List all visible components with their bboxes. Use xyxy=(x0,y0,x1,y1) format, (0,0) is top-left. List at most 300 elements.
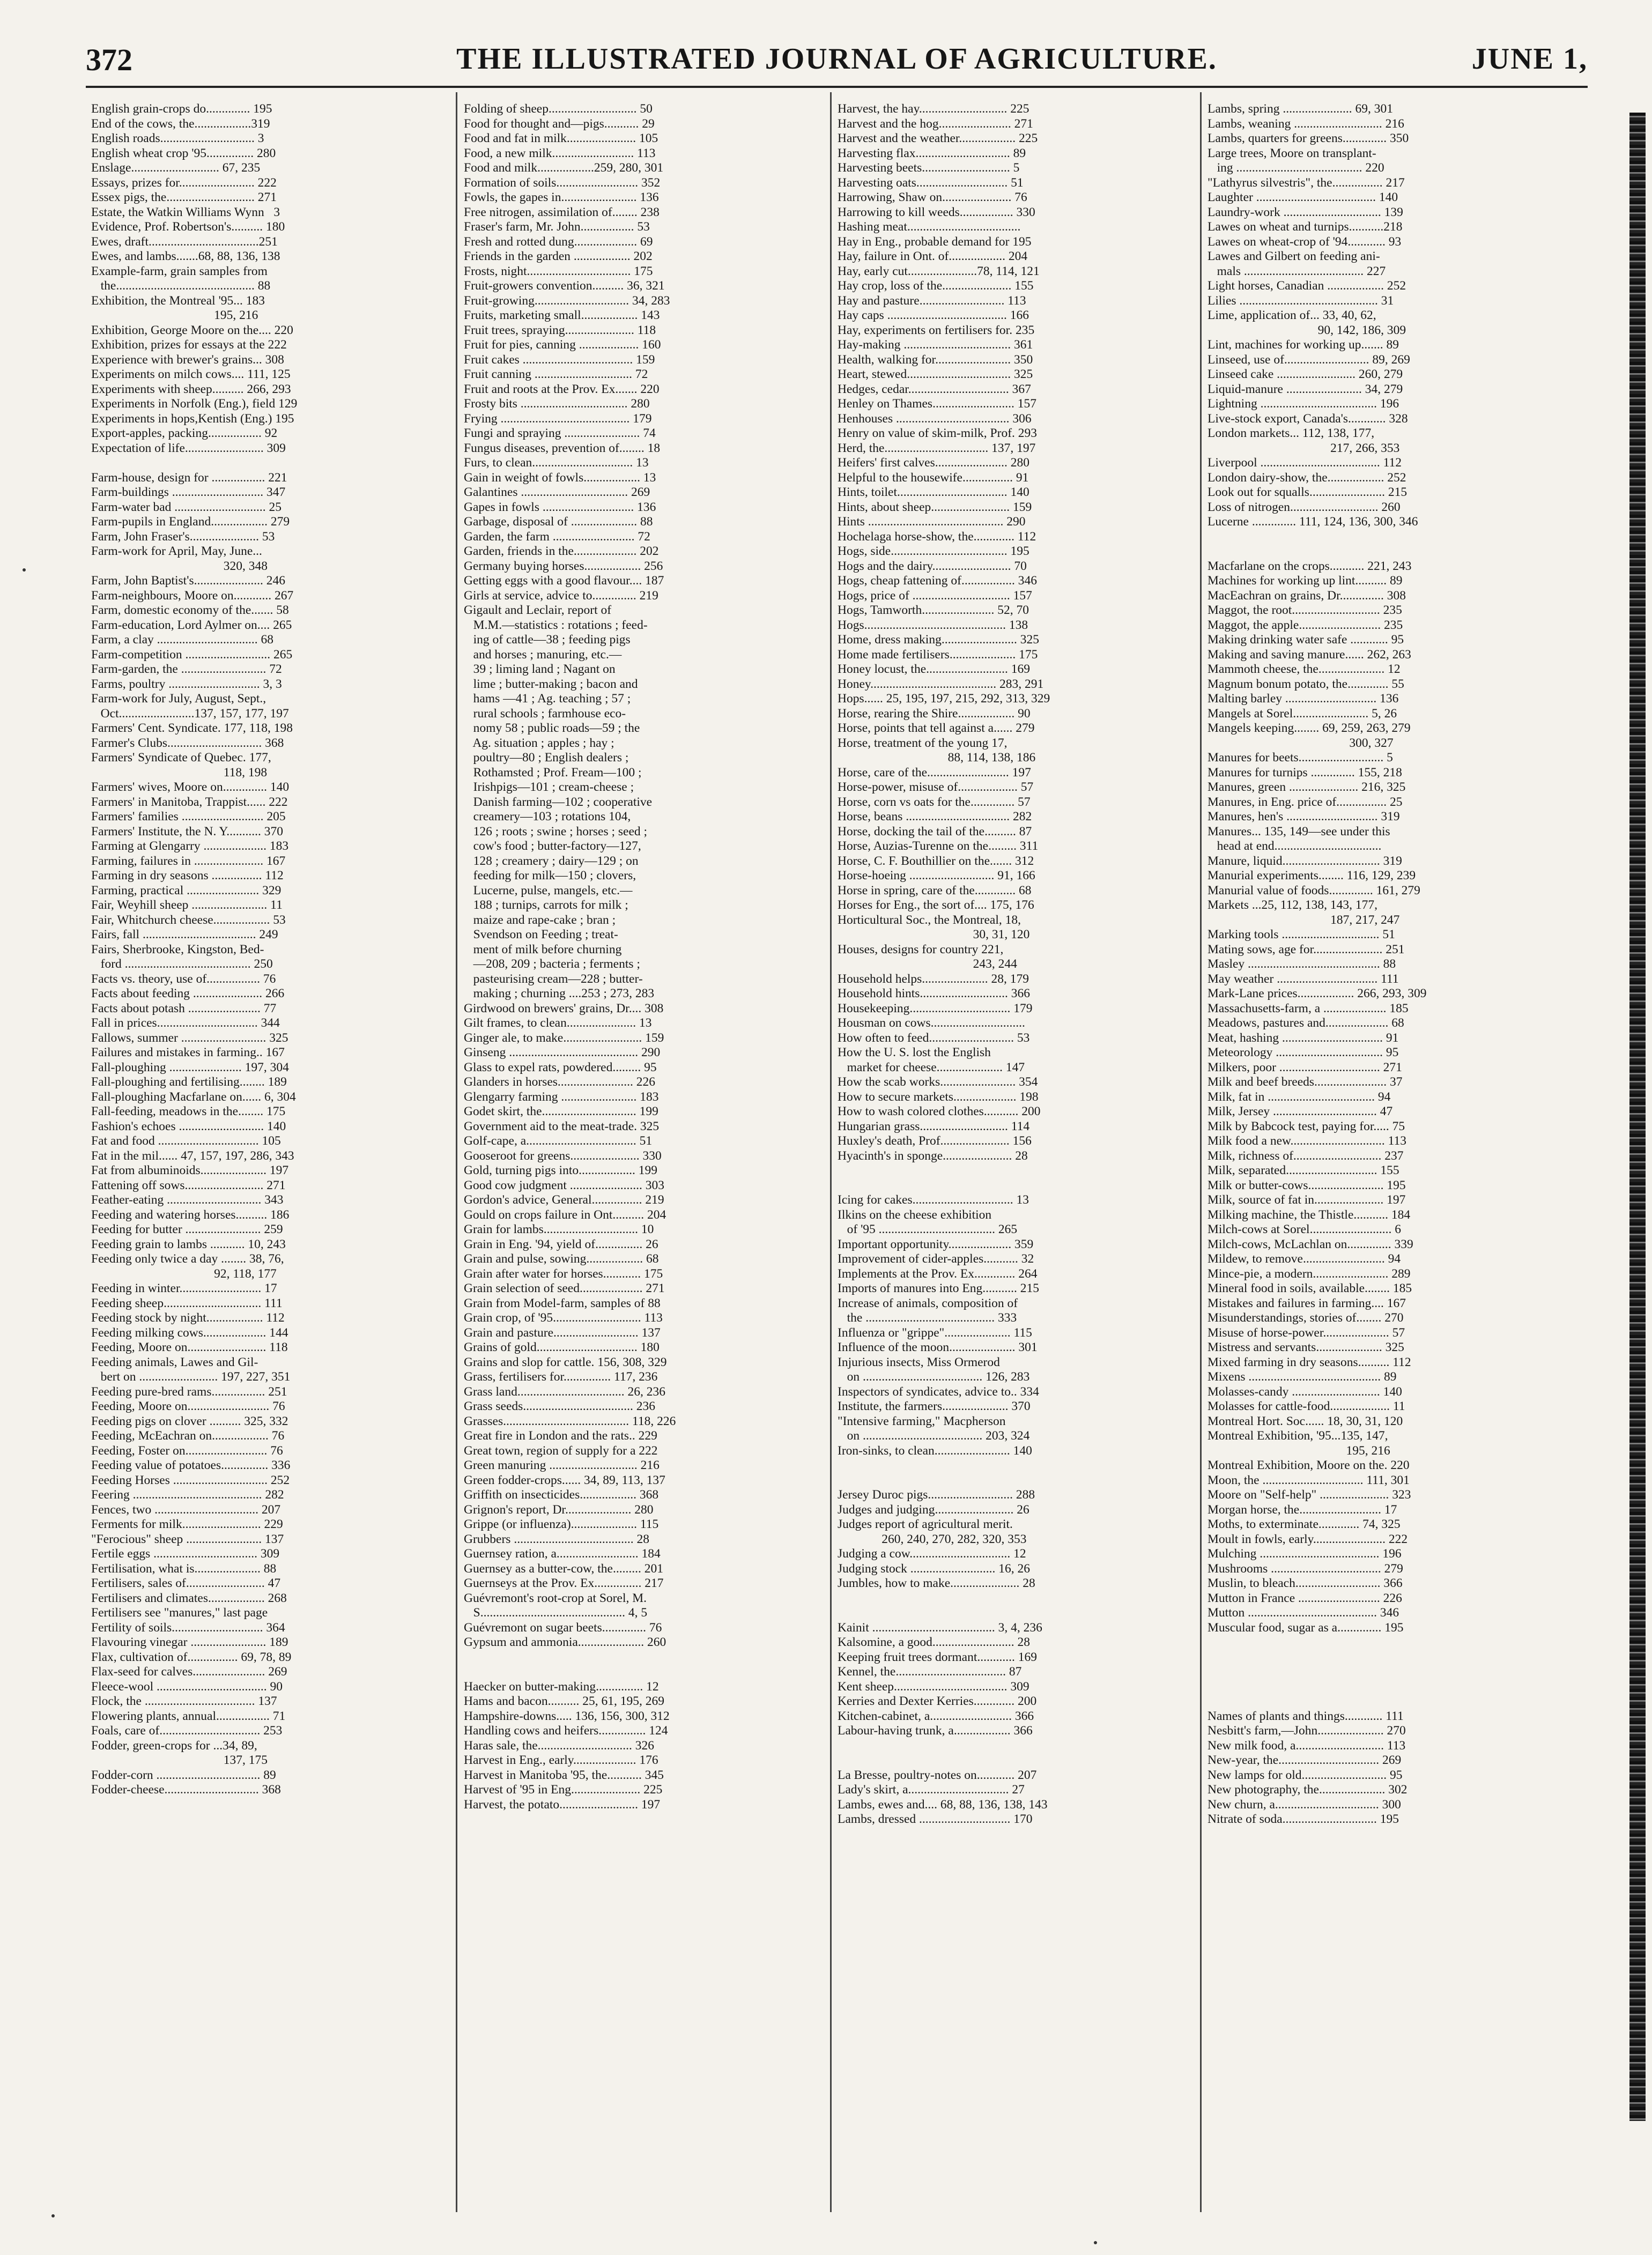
index-entry: Grain selection of seed.................... 271 xyxy=(464,1281,665,1295)
index-entry: Hams and bacon.......... 25, 61, 195, 269 xyxy=(464,1694,664,1708)
index-entry: Farm-competition ........................... 265 xyxy=(91,647,293,662)
index-entry: Farmer's Clubs.............................. 368 xyxy=(91,736,284,750)
index-spacer xyxy=(464,1650,824,1665)
index-entry: Judges report of agricultural merit. xyxy=(838,1517,1013,1531)
index-entry: Housman on cows.............................. xyxy=(838,1016,1025,1030)
issue-date: JUNE 1, xyxy=(1471,42,1588,76)
index-entry: Manurial experiments........ 116, 129, 239 xyxy=(1207,869,1416,882)
index-entry: Judging stock ........................... 16, 26 xyxy=(838,1561,1031,1576)
index-entry: Guévremont on sugar beets.............. 76 xyxy=(464,1620,662,1635)
index-entry: Fall-feeding, meadows in the........ 175 xyxy=(91,1104,286,1118)
index-entry: Heifers' first calves....................... 280 xyxy=(838,456,1029,470)
index-entry: Gain in weight of fowls.................. 13 xyxy=(464,470,656,485)
index-entry: Massachusetts-farm, a .................... 185 xyxy=(1207,1001,1409,1015)
index-entry: Farmers' Cent. Syndicate. 177, 118, 198 xyxy=(91,721,293,735)
index-entry: English wheat crop '95............... 280 xyxy=(91,146,276,160)
index-entry: market for cheese..................... 147 xyxy=(838,1060,1025,1074)
index-entry: Guernsey ration, a.......................... 184 xyxy=(464,1547,661,1561)
index-entry: Lambs, spring ...................... 69, 301 xyxy=(1207,102,1393,116)
index-spacer xyxy=(1207,1680,1567,1695)
index-entry: Mildew, to remove.......................... 94 xyxy=(1207,1252,1401,1266)
index-entry: Experiments with sheep.......... 266, 293 xyxy=(91,382,291,396)
index-entry: Misunderstandings, stories of........ 270 xyxy=(1207,1311,1404,1325)
index-entry: Fairs, Sherbrooke, Kingston, Bed- xyxy=(91,942,264,956)
index-entry: Judges and judging......................... 26 xyxy=(838,1502,1029,1517)
index-entry: Failures and mistakes in farming.. 167 xyxy=(91,1045,285,1059)
index-entry: Huxley's death, Prof...................... 156 xyxy=(838,1134,1032,1148)
index-entry: Hogs, side..................................... 195 xyxy=(838,544,1029,558)
index-entry: hams —41 ; Ag. teaching ; 57 ; xyxy=(464,692,631,706)
index-entry: Irishpigs—101 ; cream-cheese ; xyxy=(464,780,634,794)
index-entry: Jumbles, how to make...................... 28 xyxy=(838,1576,1035,1590)
index-entry: Moon, the ................................ 111, 301 xyxy=(1207,1473,1410,1487)
index-entry: Implements at the Prov. Ex............. 264 xyxy=(838,1266,1038,1281)
scan-edge-artifact xyxy=(1629,113,1646,2121)
index-entry: Ag. situation ; apples ; hay ; xyxy=(464,736,614,750)
index-entry: 260, 240, 270, 282, 320, 353 xyxy=(838,1532,1027,1546)
index-entry: Kennel, the................................... 87 xyxy=(838,1665,1022,1679)
index-spacer xyxy=(464,1665,824,1680)
index-entry: Milk, Jersey ................................. 47 xyxy=(1207,1104,1393,1118)
index-entry: Farm, John Fraser's...................... 53 xyxy=(91,529,275,544)
index-entry: Horses for Eng., the sort of.... 175, 176 xyxy=(838,898,1034,912)
index-entry: —208, 209 ; bacteria ; ferments ; xyxy=(464,957,640,971)
index-entry: Farm, a clay ................................ 68 xyxy=(91,633,274,647)
index-entry: Hogs, Tamworth....................... 52, 70 xyxy=(838,603,1029,617)
index-entry: Icing for cakes................................ 13 xyxy=(838,1193,1029,1207)
index-entry: Lucerne, pulse, mangels, etc.— xyxy=(464,883,633,897)
index-entry: Imports of manures into Eng........... 215 xyxy=(838,1281,1039,1295)
index-entry: Fruits, marketing small.................. 143 xyxy=(464,308,660,322)
index-entry: Facts about potash ....................... 77 xyxy=(91,1001,277,1015)
index-entry: feeding for milk—150 ; clovers, xyxy=(464,869,636,882)
index-entry: Kitchen-cabinet, a.......................... 366 xyxy=(838,1709,1034,1723)
index-entry: Montreal Exhibition, Moore on the. 220 xyxy=(1207,1458,1410,1472)
index-entry: Mineral food in soils, available........ 185 xyxy=(1207,1281,1412,1295)
index-entry: Fertilisation, what is..................... 88 xyxy=(91,1561,277,1576)
index-entry: Ginseng ......................................... 290 xyxy=(464,1045,661,1059)
index-entry: Fruit for pies, canning ................... 160 xyxy=(464,338,661,352)
index-entry: Honey locust, the.......................... 169 xyxy=(838,662,1030,676)
index-entry: making ; churning ....253 ; 273, 283 xyxy=(464,986,655,1000)
index-entry: Institute, the farmers..................... 370 xyxy=(838,1399,1031,1413)
index-entry: Influenza or "grippe"..................... 115 xyxy=(838,1325,1032,1340)
index-entry: Handling cows and heifers............... 124 xyxy=(464,1724,668,1738)
index-entry: Fertilisers, sales of......................... 47 xyxy=(91,1576,281,1590)
index-entry: Fertility of soils............................. 364 xyxy=(91,1620,285,1635)
index-entry: Danish farming—102 ; cooperative xyxy=(464,795,653,809)
index-entry: 217, 266, 353 xyxy=(1207,441,1400,455)
index-entry: Mutton ......................................... 346 xyxy=(1207,1606,1399,1620)
index-entry: maize and rape-cake ; bran ; xyxy=(464,913,616,927)
column-divider-3 xyxy=(1200,92,1202,2212)
index-spacer xyxy=(1207,1650,1567,1665)
index-entry: Grain crop, of '95............................ 113 xyxy=(464,1311,663,1325)
index-entry: Lambs, ewes and.... 68, 88, 136, 138, 143 xyxy=(838,1797,1048,1812)
index-entry: Moore on "Self-help" ...................... 323 xyxy=(1207,1488,1411,1502)
index-entry: Iron-sinks, to clean........................ 140 xyxy=(838,1443,1032,1458)
index-entry: Milk food a new.............................. 113 xyxy=(1207,1134,1406,1148)
index-entry: 195, 216 xyxy=(91,308,258,322)
index-entry: Marking tools ............................... 51 xyxy=(1207,928,1395,941)
index-entry: Grain after water for horses............ 175 xyxy=(464,1266,663,1281)
index-entry: Fungi and spraying ........................ 74 xyxy=(464,426,656,440)
index-entry: lime ; butter-making ; bacon and xyxy=(464,677,638,691)
index-entry: Oct........................137, 157, 177, 197 xyxy=(91,706,289,721)
index-entry: Grains of gold................................ 180 xyxy=(464,1340,660,1354)
index-entry: Mutton in France .......................... 226 xyxy=(1207,1591,1402,1605)
index-entry: Grass seeds................................... 236 xyxy=(464,1399,656,1413)
index-entry: Laughter ...................................... 140 xyxy=(1207,190,1398,204)
index-entry: Flock, the ................................... 137 xyxy=(91,1694,277,1708)
index-entry: pasteurising cream—228 ; butter- xyxy=(464,971,643,986)
index-entry: 39 ; liming land ; Nagant on xyxy=(464,662,616,676)
index-entry: 88, 114, 138, 186 xyxy=(838,751,1036,765)
index-entry: Manures, in Eng. price of................ 25 xyxy=(1207,795,1403,809)
index-entry: Hogs............................................. 138 xyxy=(838,618,1028,632)
index-entry: Gordon's advice, General................ 219 xyxy=(464,1193,664,1207)
index-entry: Kainit ....................................... 3, 4, 236 xyxy=(838,1620,1042,1635)
index-entry: Malting barley ............................. 136 xyxy=(1207,692,1399,706)
index-entry: Helpful to the housewife................ 91 xyxy=(838,470,1029,485)
index-entry: Government aid to the meat-trade. 325 xyxy=(464,1119,660,1133)
index-entry: Hay, failure in Ont. of.................. 204 xyxy=(838,249,1028,263)
index-entry: Horse, points that tell against a...... 279 xyxy=(838,721,1035,735)
index-entry: Fertilisers and climates.................. 268 xyxy=(91,1591,287,1605)
index-entry: "Lathyrus silvestris", the................ 217 xyxy=(1207,175,1405,190)
index-entry: 92, 118, 177 xyxy=(91,1266,277,1281)
index-entry: Manures, green ...................... 216, 325 xyxy=(1207,780,1406,794)
index-entry: Inspectors of syndicates, advice to.. 334 xyxy=(838,1384,1039,1399)
index-entry: Health, walking for........................ 350 xyxy=(838,352,1033,367)
index-entry: Lawes and Gilbert on feeding ani- xyxy=(1207,249,1380,263)
index-entry: London dairy-show, the.................. 252 xyxy=(1207,470,1406,485)
index-entry: Fairs, fall .................................... 249 xyxy=(91,928,278,941)
index-entry: Household hints............................ 366 xyxy=(838,986,1031,1000)
index-entry: Hay-making .................................. 361 xyxy=(838,338,1033,352)
index-entry: Honey........................................ 283, 291 xyxy=(838,677,1044,691)
index-entry: Experiments on milch cows.... 111, 125 xyxy=(91,367,291,381)
index-entry: Guévremont's root-crop at Sorel, M. xyxy=(464,1591,647,1605)
index-entry: Exhibition, George Moore on the.... 220 xyxy=(91,323,293,337)
index-entry: Jersey Duroc pigs........................... 288 xyxy=(838,1488,1035,1502)
index-entry: Hints ........................................... 290 xyxy=(838,515,1026,529)
index-entry: 128 ; creamery ; dairy—129 ; on xyxy=(464,854,639,868)
index-entry: Golf-cape, a................................... 51 xyxy=(464,1134,653,1148)
index-entry: Milking machine, the Thistle........... 184 xyxy=(1207,1207,1411,1222)
index-entry: Keeping fruit trees dormant............ 169 xyxy=(838,1650,1037,1664)
index-entry: ing ........................................ 220 xyxy=(1207,161,1384,175)
index-entry: Fat in the mil...... 47, 157, 197, 286, 343 xyxy=(91,1148,294,1163)
index-entry: on ...................................... 203, 324 xyxy=(838,1429,1030,1443)
index-entry: Fodder, green-crops for ...34, 89, xyxy=(91,1738,257,1753)
index-entry: Magnum bonum potato, the............. 55 xyxy=(1207,677,1404,691)
index-entry: Experiments in Norfolk (Eng.), field 129 xyxy=(91,397,298,411)
index-entry: Harvest and the weather.................. 225 xyxy=(838,131,1038,145)
index-entry: Girdwood on brewers' grains, Dr.... 308 xyxy=(464,1001,664,1015)
index-entry: bert on ......................... 197, 227, 351 xyxy=(91,1370,291,1384)
index-entry: Horticultural Soc., the Montreal, 18, xyxy=(838,913,1021,927)
index-entry: Estate, the Watkin Williams Wynn 3 xyxy=(91,205,280,219)
index-entry: Hungarian grass............................ 114 xyxy=(838,1119,1030,1133)
index-entry: Fertile eggs ................................. 309 xyxy=(91,1547,280,1561)
index-spacer xyxy=(838,1458,1195,1473)
index-entry: Grignon's report, Dr..................... 280 xyxy=(464,1502,654,1517)
index-entry: Nitrate of soda.............................. 195 xyxy=(1207,1812,1399,1826)
index-entry: Feeding for butter ........................ 259 xyxy=(91,1222,283,1236)
index-entry: Fall-ploughing and fertilising........ 189 xyxy=(91,1075,287,1089)
index-entry: Feeding pigs on clover .......... 325, 332 xyxy=(91,1414,288,1428)
index-entry: Grain from Model-farm, samples of 88 xyxy=(464,1296,661,1310)
index-entry: Feering ......................................... 282 xyxy=(91,1488,284,1502)
index-entry: Milkers, poor ................................ 271 xyxy=(1207,1060,1402,1074)
index-entry: Formation of soils.......................... 352 xyxy=(464,175,661,190)
index-entry: Hay in Eng., probable demand for 195 xyxy=(838,234,1032,249)
index-entry: Feeding in winter.......................... 17 xyxy=(91,1281,277,1295)
index-spacer xyxy=(1207,1665,1567,1680)
index-entry: Mammoth cheese, the..................... 12 xyxy=(1207,662,1401,676)
index-entry: 243, 244 xyxy=(838,957,1017,971)
index-entry: Misuse of horse-power..................... 57 xyxy=(1207,1325,1405,1340)
index-entry: Farmers' families .......................... 205 xyxy=(91,810,286,824)
index-spacer xyxy=(91,456,450,471)
index-entry: Look out for squalls........................ 215 xyxy=(1207,485,1407,499)
index-entry: Meteorology .................................. 95 xyxy=(1207,1045,1399,1059)
scan-speck xyxy=(51,2214,55,2217)
index-entry: Farming, practical ....................... 329 xyxy=(91,883,281,897)
index-entry: Grains and slop for cattle. 156, 308, 329 xyxy=(464,1355,667,1369)
index-entry: Fall in prices................................ 344 xyxy=(91,1016,280,1030)
index-entry: 30, 31, 120 xyxy=(838,928,1030,941)
index-entry: Svendson on Feeding ; treat- xyxy=(464,928,618,941)
index-entry: Grain in Eng. '94, yield of............... 26 xyxy=(464,1237,658,1251)
index-entry: Molasses-candy ............................ 140 xyxy=(1207,1384,1402,1399)
index-entry: Feeding stock by night.................. 112 xyxy=(91,1311,285,1325)
index-entry: Farmers' Institute, the N. Y........... 370 xyxy=(91,824,284,839)
index-entry: Fat from albuminoids..................... 197 xyxy=(91,1163,289,1177)
index-entry: English grain-crops do.............. 195 xyxy=(91,102,272,116)
index-entry: Farm-work for July, August, Sept., xyxy=(91,692,266,706)
index-entry: How the U. S. lost the English xyxy=(838,1045,991,1059)
index-entry: Herd, the................................. 137, 197 xyxy=(838,441,1036,455)
index-entry: 320, 348 xyxy=(91,559,268,573)
index-entry: Harvest in Manitoba '95, the........... 345 xyxy=(464,1768,664,1782)
index-entry: Mince-pie, a modern........................ 289 xyxy=(1207,1266,1411,1281)
index-entry: Manures for beets........................... 5 xyxy=(1207,751,1393,765)
journal-title: THE ILLUSTRATED JOURNAL OF AGRICULTURE. xyxy=(456,42,1217,76)
index-entry: London markets... 112, 138, 177, xyxy=(1207,426,1375,440)
index-entry: Farm-neighbours, Moore on............ 267 xyxy=(91,588,294,603)
index-entry: Feeding sheep............................... 111 xyxy=(91,1296,283,1310)
column-divider-1 xyxy=(456,92,457,2212)
index-entry: Grain for lambs.............................. 10 xyxy=(464,1222,654,1236)
index-entry: Facts about feeding ...................... 266 xyxy=(91,986,285,1000)
index-entry: Live-stock export, Canada's............ 328 xyxy=(1207,411,1408,426)
index-entry: Flax-seed for calves....................... 269 xyxy=(91,1665,287,1679)
index-entry: Exhibition, prizes for essays at the 222 xyxy=(91,338,287,352)
index-entry: Feather-eating .............................. 343 xyxy=(91,1193,284,1207)
index-entry: Feeding milking cows.................... 144 xyxy=(91,1325,288,1340)
index-entry: Feeding, Moore on.......................... 76 xyxy=(91,1399,285,1413)
index-entry: Maggot, the root............................ 235 xyxy=(1207,603,1402,617)
index-entry: Mark-Lane prices.................. 266, 293, 309 xyxy=(1207,986,1427,1000)
index-entry: Manures... 135, 149—see under this xyxy=(1207,824,1390,839)
index-spacer xyxy=(1207,530,1567,545)
index-entry: Light horses, Canadian .................. 252 xyxy=(1207,279,1406,293)
index-entry: Hochelaga horse-show, the............. 112 xyxy=(838,529,1036,544)
index-entry: Farm-work for April, May, June... xyxy=(91,544,262,558)
index-entry: Milch-cows, McLachlan on.............. 339 xyxy=(1207,1237,1413,1251)
index-entry: Glanders in horses........................ 226 xyxy=(464,1075,656,1089)
page-header xyxy=(86,42,1588,79)
index-entry: Griffith on insecticides.................. 368 xyxy=(464,1488,659,1502)
index-entry: Godet skirt, the.............................. 199 xyxy=(464,1104,658,1118)
index-entry: rural schools ; farmhouse eco- xyxy=(464,706,626,721)
index-entry: 195, 216 xyxy=(1207,1443,1390,1458)
index-entry: Hashing meat.................................... xyxy=(838,220,1021,234)
index-entry: Farm-buildings ............................. 347 xyxy=(91,485,286,499)
index-entry: Muscular food, sugar as a.............. 195 xyxy=(1207,1620,1404,1635)
index-entry: Farm, John Baptist's...................... 246 xyxy=(91,574,285,588)
index-entry: New milk food, a............................ 113 xyxy=(1207,1738,1406,1753)
index-entry: Gigault and Leclair, report of xyxy=(464,603,612,617)
index-entry: Hops...... 25, 195, 197, 215, 292, 313, 329 xyxy=(838,692,1050,706)
index-entry: Experiments in hops,Kentish (Eng.) 195 xyxy=(91,411,294,426)
index-entry: and horses ; manuring, etc.— xyxy=(464,647,622,662)
index-entry: Large trees, Moore on transplant- xyxy=(1207,146,1376,160)
index-entry: Germany buying horses.................. 256 xyxy=(464,559,663,573)
index-entry: Henry on value of skim-milk, Prof. 293 xyxy=(838,426,1038,440)
index-spacer xyxy=(1207,1635,1567,1650)
index-entry: Labour-having trunk, a.................. 366 xyxy=(838,1724,1033,1738)
index-entry: Harrowing to kill weeds................. 330 xyxy=(838,205,1035,219)
index-entry: Hay crop, loss of the...................... 155 xyxy=(838,279,1034,293)
index-entry: New photography, the..................... 302 xyxy=(1207,1783,1407,1797)
index-entry: Henhouses .................................... 306 xyxy=(838,411,1032,426)
index-entry: Liverpool ...................................... 112 xyxy=(1207,456,1402,470)
index-entry: Milk, fat in .................................. 94 xyxy=(1207,1089,1391,1104)
index-entry: Manures, hen's ............................. 319 xyxy=(1207,810,1400,824)
index-entry: Hints, toilet................................... 140 xyxy=(838,485,1029,499)
index-entry: Harvest, the potato......................... 197 xyxy=(464,1797,661,1812)
index-entry: Houses, designs for country 221, xyxy=(838,942,1004,956)
index-entry: Horse, corn vs oats for the.............. 57 xyxy=(838,795,1031,809)
index-entry: Lambs, quarters for greens.............. 350 xyxy=(1207,131,1409,145)
index-entry: Horse, treatment of the young 17, xyxy=(838,736,1008,750)
index-entry: 126 ; roots ; swine ; horses ; seed ; xyxy=(464,824,648,839)
index-entry: Milk and beef breeds....................... 37 xyxy=(1207,1075,1403,1089)
index-entry: ing of cattle—38 ; feeding pigs xyxy=(464,633,631,647)
index-entry: Housekeeping................................ 179 xyxy=(838,1001,1033,1015)
index-entry: Horse, C. F. Bouthillier on the....... 312 xyxy=(838,854,1034,868)
index-entry: Hogs, price of ............................... 157 xyxy=(838,588,1032,603)
index-entry: Making drinking water safe ............ 95 xyxy=(1207,633,1404,647)
index-entry: Fruit-growers convention.......... 36, 321 xyxy=(464,279,665,293)
index-entry: Facts vs. theory, use of................. 76 xyxy=(91,971,276,986)
index-entry: Gould on crops failure in Ont.......... 204 xyxy=(464,1207,666,1222)
index-entry: Galantines .................................. 269 xyxy=(464,485,650,499)
index-entry: Kerries and Dexter Kerries............. 200 xyxy=(838,1694,1037,1708)
index-entry: Lawes on wheat and turnips...........218 xyxy=(1207,220,1403,234)
index-entry: Fleece-wool ................................... 90 xyxy=(91,1679,283,1694)
index-entry: Grasses........................................ 118, 226 xyxy=(464,1414,676,1428)
index-entry: Manure, liquid............................... 319 xyxy=(1207,854,1402,868)
index-entry: May weather ................................ 111 xyxy=(1207,971,1399,986)
index-entry: Great fire in London and the rats.. 229 xyxy=(464,1429,657,1443)
index-entry: La Bresse, poultry-notes on............ 207 xyxy=(838,1768,1037,1782)
index-entry: Fruit and roots at the Prov. Ex....... 220 xyxy=(464,382,660,396)
index-entry: Farming in dry seasons ................ 112 xyxy=(91,869,284,882)
index-entry: Lady's skirt, a................................ 27 xyxy=(838,1783,1025,1797)
index-entry: Lime, application of... 33, 40, 62, xyxy=(1207,308,1376,322)
index-entry: Names of plants and things............ 111 xyxy=(1207,1709,1404,1723)
index-entry: Judging a cow................................ 12 xyxy=(838,1547,1026,1561)
index-spacer xyxy=(838,1163,1195,1178)
index-entry: Fat and food ................................ 105 xyxy=(91,1134,281,1148)
index-entry: How often to feed........................... 53 xyxy=(838,1030,1030,1045)
index-entry: Enslage............................ 67, 235 xyxy=(91,161,261,175)
index-entry: Heart, stewed................................. 325 xyxy=(838,367,1033,381)
index-entry: "Ferocious" sheep ........................ 137 xyxy=(91,1532,284,1546)
index-entry: Henley on Thames.......................... 157 xyxy=(838,397,1036,411)
index-entry: Masley .......................................... 88 xyxy=(1207,957,1396,971)
index-entry: Mangels at Sorel........................ 5, 26 xyxy=(1207,706,1397,721)
index-entry: 90, 142, 186, 309 xyxy=(1207,323,1406,337)
index-entry: Farmers' Syndicate of Quebec. 177, xyxy=(91,751,271,765)
header-rule xyxy=(86,86,1588,88)
index-entry: Manures for turnips .............. 155, 218 xyxy=(1207,765,1402,780)
index-entry: Getting eggs with a good flavour.... 187 xyxy=(464,574,664,588)
index-spacer xyxy=(838,1606,1195,1621)
index-entry: Loss of nitrogen............................ 260 xyxy=(1207,500,1401,514)
index-entry: Fruit cakes ................................... 159 xyxy=(464,352,655,367)
index-entry: Feeding only twice a day ........ 38, 76, xyxy=(91,1252,284,1266)
index-entry: Machines for working up lint.......... 89 xyxy=(1207,574,1403,588)
index-entry: Food, a new milk.......................... 113 xyxy=(464,146,656,160)
index-spacer xyxy=(838,1473,1195,1488)
index-spacer xyxy=(1207,544,1567,559)
index-entry: How to wash colored clothes........... 200 xyxy=(838,1104,1041,1118)
index-entry: the ......................................... 333 xyxy=(838,1311,1017,1325)
index-entry: Flavouring vinegar ........................ 189 xyxy=(91,1635,288,1649)
index-entry: Fungus diseases, prevention of........ 18 xyxy=(464,441,661,455)
index-entry: on ...................................... 126, 283 xyxy=(838,1370,1030,1384)
index-entry: Fall-ploughing Macfarlane on...... 6, 304 xyxy=(91,1089,296,1104)
index-entry: Mixens .......................................... 89 xyxy=(1207,1370,1397,1384)
index-entry: Harvesting oats............................. 51 xyxy=(838,175,1024,190)
index-entry: Harvest and the hog....................... 271 xyxy=(838,116,1033,131)
index-column-2 xyxy=(464,102,824,1812)
index-entry: Milk by Babcock test, paying for..... 75 xyxy=(1207,1119,1405,1133)
index-entry: Frosts, night................................. 175 xyxy=(464,264,653,278)
index-entry: Gypsum and ammonia..................... 260 xyxy=(464,1635,666,1649)
index-spacer xyxy=(838,1178,1195,1193)
index-entry: Flax, cultivation of................ 69, 78, 89 xyxy=(91,1650,292,1664)
index-entry: Mistakes and failures in farming.... 167 xyxy=(1207,1296,1406,1310)
index-entry: Feeding grain to lambs ........... 10, 243 xyxy=(91,1237,286,1251)
index-spacer xyxy=(838,1739,1195,1754)
index-entry: Lambs, dressed ............................. 170 xyxy=(838,1812,1033,1826)
index-entry: Grain and pulse, sowing.................. 68 xyxy=(464,1252,659,1266)
index-entry: head at end.................................. xyxy=(1207,839,1382,853)
index-entry: Frying ......................................... 179 xyxy=(464,411,652,426)
index-entry: Glengarry farming ........................ 183 xyxy=(464,1089,659,1104)
index-entry: Increase of animals, composition of xyxy=(838,1296,1018,1310)
index-entry: Lambs, weaning ............................ 216 xyxy=(1207,116,1404,131)
index-entry: Maggot, the apple.......................... 235 xyxy=(1207,618,1403,632)
index-spacer xyxy=(838,1591,1195,1606)
index-entry: Experience with brewer's grains... 308 xyxy=(91,352,284,367)
